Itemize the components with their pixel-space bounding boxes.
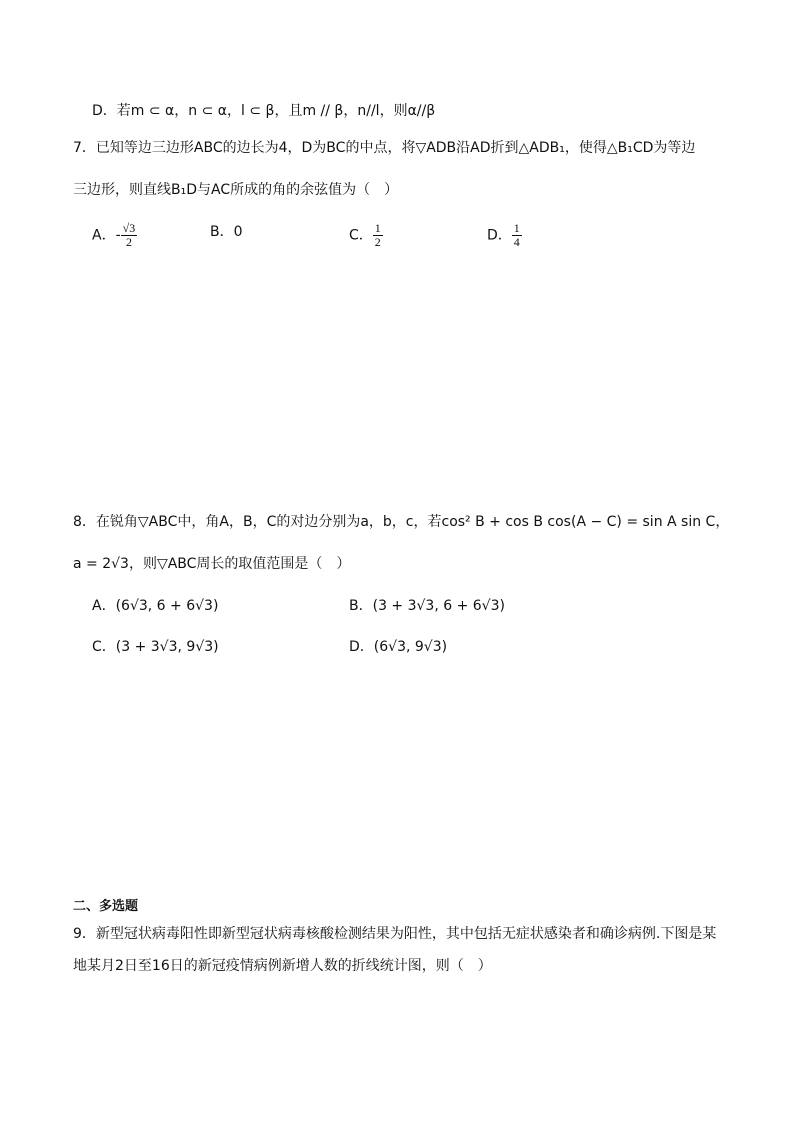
q7-option-d <box>487 222 522 249</box>
q7-option-c <box>349 222 383 249</box>
q8-option-a: A．(6√3, 6 + 6√3) <box>92 598 219 614</box>
fraction <box>121 222 138 249</box>
numerator: √3 <box>122 221 136 235</box>
q8-option-b: B．(3 + 3√3, 6 + 6√3) <box>349 598 505 614</box>
option-label: D． <box>487 227 512 244</box>
q8-stem-line1: 8．在锐角▽ABC中，角A，B，C的对边分别为a，b，c，若cos² B + cos B cos(A − C) = sin A sin C， <box>73 514 730 530</box>
minus-sign: - <box>115 227 121 244</box>
section-heading: 二、多选题 <box>73 899 139 914</box>
denominator: 4 <box>513 235 520 249</box>
q7-stem-line2: 三边形，则直线B₁D与AC所成的角的余弦值为（ ） <box>73 182 399 198</box>
q6-option-d: D．若m ⊂ α，n ⊂ α，l ⊂ β，且m // β，n//l，则α//β <box>92 103 436 119</box>
numerator: 1 <box>513 221 520 235</box>
q8-option-d: D．(6√3, 9√3) <box>349 639 448 655</box>
q9-stem-line2: 地某月2日至16日的新冠疫情病例新增人数的折线统计图，则（ ） <box>73 958 492 974</box>
fraction <box>512 222 522 249</box>
option-label: A． <box>92 227 116 244</box>
q7-option-b: B．0 <box>210 224 243 240</box>
q7-stem-line1: 7．已知等边三边形ABC的边长为4，D为BC的中点，将▽ADB沿AD折到△ADB₁，使得△B₁CD为等边 <box>73 140 696 156</box>
denominator: 2 <box>374 235 381 249</box>
option-label: C． <box>349 227 373 244</box>
q7-option-a <box>92 222 137 249</box>
q9-stem-line1: 9．新型冠状病毒阳性即新型冠状病毒核酸检测结果为阳性，其中包括无症状感染者和确诊病例.下图是某 <box>73 926 717 942</box>
fraction <box>373 222 383 249</box>
q8-option-c: C．(3 + 3√3, 9√3) <box>92 639 219 655</box>
q8-stem-line2: a = 2√3，则▽ABC周长的取值范围是（ ） <box>73 556 351 572</box>
denominator: 2 <box>125 235 132 249</box>
numerator: 1 <box>374 221 381 235</box>
